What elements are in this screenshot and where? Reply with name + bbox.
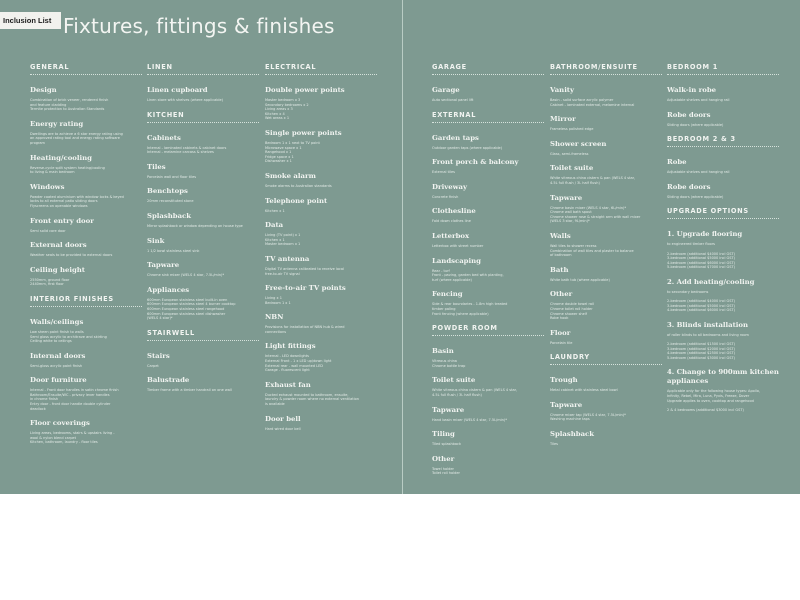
- inclusion-item-light-fittings: [265, 342, 377, 372]
- item-title: Energy rating: [30, 119, 84, 128]
- item-title: Tapware: [147, 261, 180, 270]
- item-description: Letterbox with street number: [432, 243, 484, 248]
- item-title: Garden taps: [432, 133, 479, 142]
- inclusion-item-letterbox: [432, 232, 544, 249]
- item-title: Smoke alarm: [265, 171, 316, 180]
- item-description: Tiled splashback: [432, 442, 461, 447]
- item-description: Tiles: [550, 442, 558, 447]
- inclusion-item-robe: [667, 158, 779, 175]
- section-heading-powder-room: POWDER ROOM: [432, 324, 544, 336]
- item-title: Fencing: [432, 290, 463, 299]
- inclusion-item-floor-coverings: [30, 419, 142, 445]
- inclusion-item-landscaping: [432, 257, 544, 283]
- item-description: Chrome sink mixer (WELS 4 star, 7.5L/min)*: [147, 273, 225, 278]
- item-description: Frameless polished edge: [550, 127, 594, 132]
- item-title: Robe doors: [667, 182, 711, 191]
- item-title: Front entry door: [30, 216, 94, 225]
- item-description: Sliding doors (where applicable): [667, 122, 724, 127]
- item-description: to secondary bedrooms 2-bedroom (additional $4000 incl GST) 3-bedroom (additional $5000 incl GST) 4-bedroom (additional $6000 incl GST): [667, 289, 735, 313]
- inclusion-item-door-furniture: [30, 376, 142, 411]
- inclusion-item-appliances: [147, 286, 259, 321]
- item-description: Semi-gloss acrylic paint finish: [30, 363, 83, 368]
- item-title: Stairs: [147, 351, 170, 360]
- item-description: Weather seals to be provided to external doors: [30, 253, 113, 258]
- section-heading-bedroom-2-3: BEDROOM 2 & 3: [667, 135, 779, 147]
- item-title: Garage: [432, 86, 460, 94]
- item-description: Hard wired door bell: [265, 426, 301, 431]
- item-title: Light fittings: [265, 342, 316, 351]
- item-title: Bath: [550, 265, 569, 274]
- section-heading-bathroom-ensuite: BATHROOM/ENSUITE: [550, 63, 662, 75]
- item-description: Timber frame with a timber handrail on one wall: [147, 388, 232, 393]
- item-title: Basin: [432, 347, 454, 356]
- item-description: Living x 1 Bedroom 1 x 1: [265, 296, 291, 305]
- inclusion-item-exhaust-fan: [265, 381, 377, 407]
- item-title: Vanity: [550, 86, 574, 94]
- inclusion-item-4-change-to-900mm-kitchen-appliances: [667, 368, 779, 412]
- inclusion-item-walk-in-robe: [667, 86, 779, 103]
- item-description: Reverse-cycle split system heating/cooling to living & main bedroom: [30, 165, 105, 175]
- item-description: White vitreous china cistern & pan (WELS 4 star, 4.5L full flush / 3L half flush): [550, 176, 636, 185]
- section-heading-upgrade-options: UPGRADE OPTIONS: [667, 207, 779, 219]
- section-heading-linen: LINEN: [147, 63, 259, 75]
- item-title: Other: [432, 454, 455, 463]
- inclusion-item-ceiling-height: [30, 266, 142, 287]
- inclusion-item-robe-doors: [667, 183, 779, 200]
- item-description: Applicable only for the following house types: Apollo, Infinity, Rebel, Mira, Luna, Pyxis, Freeze, Dover Upgrade applies to oven, cooktop and rangehood 2 & 4 bedrooms (additional $3000 incl GST): [667, 389, 761, 412]
- inclusion-item-floor: [550, 329, 662, 346]
- item-description: Powder coated aluminium with window locks & keyed locks to all external patio sliding doors Flyscreens on openable windows: [30, 194, 124, 208]
- inclusion-item-linen-cupboard: [147, 86, 259, 103]
- inclusion-item-2-add-heating-cooling: [667, 278, 779, 313]
- inclusion-item-tiling: [432, 430, 544, 447]
- item-title: External doors: [30, 241, 87, 250]
- item-title: Tapware: [550, 193, 583, 202]
- item-title: Walls: [550, 231, 571, 240]
- inclusion-item-nbn: [265, 313, 377, 334]
- item-description: External tiles: [432, 170, 455, 175]
- inclusion-item-trough: [550, 376, 662, 393]
- item-title: 3. Blinds installation: [667, 320, 749, 329]
- item-description: Sliding doors (where applicable): [667, 194, 724, 199]
- item-title: Data: [265, 221, 284, 230]
- inclusion-item-windows: [30, 183, 142, 209]
- item-description: Outdoor garden taps (where applicable): [432, 145, 503, 150]
- item-description: Chrome basin mixer (WELS 4 star, 6L/min)* Chrome wall bath spout Chrome shower rose & straight arm with wall mixer (WELS 3 star, 9L/min)*: [550, 205, 641, 224]
- item-description: Combination of brick veneer, rendered finish and feature cladding Termite protection to Australian Standards: [30, 98, 109, 112]
- inclusion-item-data: [265, 221, 377, 247]
- inclusion-item-walls: [550, 232, 662, 258]
- inclusion-item-tiles: [147, 163, 259, 180]
- inclusion-item-shower-screen: [550, 140, 662, 157]
- item-description: Internal - LED downlights External Front - 1 x LED up/down light External rear - wall mounted LED Garage - fluorescent light: [265, 354, 332, 373]
- inclusion-item-toilet-suite: [550, 164, 662, 185]
- item-title: Toilet suite: [550, 164, 594, 173]
- inclusion-item-tv-antenna: [265, 255, 377, 276]
- section-heading-laundry: LAUNDRY: [550, 353, 662, 365]
- column-general: [30, 63, 142, 453]
- inclusion-item-telephone-point: [265, 197, 377, 214]
- item-title: TV antenna: [265, 254, 310, 263]
- inclusion-item-splashback: [147, 212, 259, 229]
- inclusion-item-splashback: [550, 430, 662, 447]
- item-title: Front porch & balcony: [432, 158, 519, 167]
- item-title: 4. Change to 900mm kitchen appliances: [667, 368, 779, 386]
- inclusion-item-double-power-points: [265, 86, 377, 121]
- item-description: Low sheen paint finish to walls Semi gloss acrylic to architrave and skirting Ceiling white to ceilings: [30, 329, 107, 344]
- inclusion-item-heating-cooling: [30, 154, 142, 175]
- item-title: Appliances: [147, 285, 190, 294]
- item-title: Ceiling height: [30, 265, 85, 274]
- inclusion-item-design: [30, 86, 142, 112]
- item-title: Free-to-air TV points: [265, 284, 346, 293]
- inclusion-item-other: [550, 290, 662, 320]
- item-title: Sink: [147, 236, 165, 245]
- item-title: Toilet suite: [432, 376, 476, 385]
- item-title: Driveway: [432, 182, 468, 191]
- item-description: 20mm reconstituted stone: [147, 199, 194, 204]
- item-title: Walk-in robe: [667, 86, 717, 94]
- inclusion-item-1-upgrade-flooring: [667, 230, 779, 270]
- item-title: Linen cupboard: [147, 86, 208, 94]
- item-title: Tiling: [432, 430, 455, 439]
- item-title: Clothesline: [432, 207, 476, 216]
- item-description: Linen store with shelves (where applicable): [147, 98, 223, 102]
- inclusion-item-garage: [432, 86, 544, 103]
- column-electrical: [265, 63, 377, 439]
- inclusion-item-3-blinds-installation: [667, 321, 779, 361]
- item-title: Balustrade: [147, 376, 190, 385]
- item-title: Double power points: [265, 86, 345, 94]
- item-description: Carpet: [147, 363, 159, 368]
- section-heading-general: GENERAL: [30, 63, 142, 75]
- item-title: Splashback: [550, 430, 595, 439]
- item-description: Living areas, bedrooms, stairs & upstairs living - wool & nylon blend carpet Kitchen, bathroom, laundry - floor tiles: [30, 431, 115, 445]
- inclusion-item-energy-rating: [30, 120, 142, 146]
- item-title: Mirror: [550, 115, 576, 124]
- item-title: Exhaust fan: [265, 380, 311, 389]
- item-description: Mirror splashback or window depending on house type: [147, 223, 243, 228]
- section-heading-electrical: ELECTRICAL: [265, 63, 377, 75]
- inclusion-item-robe-doors: [667, 111, 779, 128]
- inclusion-item-toilet-suite: [432, 376, 544, 397]
- item-description: Wall tiles to shower recess Combination of wall tiles and plaster to balance of bathroom: [550, 243, 634, 258]
- inclusion-item-free-to-air-tv-points: [265, 284, 377, 305]
- item-description: Concrete finish: [432, 194, 459, 199]
- item-title: Robe: [667, 158, 687, 167]
- item-description: Adjustable shelves and hanging rail: [667, 170, 730, 175]
- inclusion-item-fencing: [432, 290, 544, 316]
- item-title: Letterbox: [432, 231, 470, 240]
- item-description: Porcelain wall and floor tiles: [147, 174, 197, 179]
- item-description: Ducted exhaust mounted to bathroom, ensuite, laundry & powder room where no external ventilation is available: [265, 392, 360, 407]
- section-heading-stairwell: STAIRWELL: [147, 329, 259, 341]
- inclusion-item-bath: [550, 266, 662, 283]
- inclusion-item-vanity: [550, 86, 662, 107]
- section-heading-external: EXTERNAL: [432, 111, 544, 123]
- item-description: Towel holder Toilet roll holder: [432, 466, 460, 476]
- item-title: 2. Add heating/cooling: [667, 277, 755, 286]
- item-description: Chrome double towel rail Chrome toilet roll holder Chrome shower shelf Robe hook: [550, 302, 595, 321]
- item-title: Windows: [30, 182, 65, 191]
- inclusion-item-clothesline: [432, 207, 544, 224]
- item-title: Single power points: [265, 128, 342, 137]
- section-heading-bedroom-1: BEDROOM 1: [667, 63, 779, 75]
- item-description: White vitreous china cistern & pan (WELS 4 star, 4.5L full flush / 3L half flush): [432, 388, 518, 397]
- column-linen-kitchen-stairwell: [147, 63, 259, 401]
- inclusion-item-tapware: [432, 406, 544, 423]
- item-description: of roller blinds to all bedrooms and living room 2-bedroom (additional $1500 incl GST) 3-bedroom (additional $2000 incl GST) 4-bedroom (additional $2500 incl GST) 5-bedroom (additional $3000 incl GST): [667, 332, 749, 360]
- item-description: Kitchen x 1: [265, 208, 285, 213]
- inclusion-item-internal-doors: [30, 352, 142, 369]
- item-description: Provisions for installation of NBN hub & wired connections: [265, 325, 345, 334]
- item-title: Door bell: [265, 414, 301, 423]
- item-title: Floor coverings: [30, 419, 90, 428]
- item-title: 1. Upgrade flooring: [667, 230, 743, 239]
- item-title: Floor: [550, 328, 571, 337]
- item-description: 600mm European stainless steel built-in oven 600mm European stainless steel 4 burner cooktop 600mm European stainless steel rangehood 600mm European stainless steel dishwasher (WELS 4 star)*: [147, 297, 236, 321]
- item-description: to engineered timber floors 2-bedroom (additional $4000 incl GST) 3-bedroom (additional $5000 incl GST) 4-bedroom (additional $6000 incl GST) 5-bedroom (additional $7000 incl GST): [667, 242, 735, 270]
- item-title: Design: [30, 86, 57, 94]
- inclusion-item-single-power-points: [265, 129, 377, 164]
- inclusion-item-tapware: [550, 194, 662, 224]
- inclusion-item-walls-ceilings: [30, 318, 142, 344]
- item-title: Trough: [550, 376, 578, 385]
- column-garage-external-powder: [432, 63, 544, 484]
- inclusion-item-smoke-alarm: [265, 172, 377, 189]
- item-description: Hand basin mixer (WELS 4 star, 7.5L/min)*: [432, 417, 507, 422]
- inclusion-item-cabinets: [147, 134, 259, 155]
- column-bathroom-laundry: [550, 63, 662, 455]
- inclusion-item-benchtops: [147, 187, 259, 204]
- item-title: Tiles: [147, 162, 166, 171]
- item-description: Side & rear boundaries - 1.8m high treated timber paling Front fencing (where applicable): [432, 302, 508, 316]
- item-title: Splashback: [147, 211, 192, 220]
- column-bedrooms-upgrades: [667, 63, 779, 420]
- item-description: Smoke alarms to Australian standards: [265, 183, 332, 188]
- inclusion-item-stairs: [147, 352, 259, 369]
- item-title: Telephone point: [265, 196, 328, 205]
- item-description: Fold down clothes line: [432, 219, 471, 224]
- section-heading-interior-finishes: INTERIOR FINISHES: [30, 295, 142, 307]
- inclusion-item-external-doors: [30, 241, 142, 258]
- section-heading-garage: GARAGE: [432, 63, 544, 75]
- item-description: Internal - Front door handles in satin chrome finish Bathroom/Ensuite/WC - privacy lever handles in chrome finish Entry door - front door handle double cylinder deadlock: [30, 388, 119, 411]
- inclusion-item-tapware: [147, 261, 259, 278]
- page-title: Fixtures, fittings & finishes: [63, 14, 335, 38]
- section-heading-kitchen: KITCHEN: [147, 111, 259, 123]
- item-description: Chrome mixer tap (WELS 4 star, 7.5L/min)* Washing machine taps: [550, 412, 626, 422]
- item-description: Digital TV antenna calibrated to receive local free-to-air TV signal: [265, 266, 345, 276]
- item-title: Other: [550, 290, 573, 299]
- item-description: Rear - turf Front - paving, garden bed with planting, turf (where applicable): [432, 268, 504, 282]
- inclusion-item-basin: [432, 347, 544, 368]
- item-description: Adjustable shelves and hanging rail: [667, 98, 730, 102]
- item-description: Living (TV point) x 1 Kitchen x 1 Master bedroom x 1: [265, 233, 301, 247]
- item-title: Landscaping: [432, 256, 481, 265]
- inclusion-item-sink: [147, 237, 259, 254]
- inclusion-item-front-porch-balcony: [432, 158, 544, 175]
- item-description: Vitreous china Chrome bottle trap: [432, 359, 466, 368]
- item-description: 2550mm, ground floor 2440mm, first floor: [30, 277, 70, 287]
- item-description: Metal cabinet with stainless steel bowl: [550, 388, 618, 393]
- item-description: Master bedroom x 3 Secondary bedrooms x 2 Living areas x 3 Kitchen x 4 Wet areas x 1: [265, 98, 309, 121]
- inclusion-item-other: [432, 455, 544, 476]
- item-title: Cabinets: [147, 133, 181, 142]
- item-description: Auto sectional panel lift: [432, 98, 474, 102]
- inclusion-item-garden-taps: [432, 134, 544, 151]
- page-fold-divider: [402, 0, 403, 494]
- item-description: Internal - laminated cabinets & cabinet doors Internal - melamine carcass & shelves: [147, 145, 227, 155]
- item-title: Walls/ceilings: [30, 317, 84, 326]
- item-title: Heating/cooling: [30, 153, 92, 162]
- inclusion-item-front-entry-door: [30, 217, 142, 234]
- item-description: Porcelain tile: [550, 340, 573, 345]
- item-description: Dwellings are to achieve a 6 star energy rating using an approved rating tool and energy rating software program: [30, 131, 123, 145]
- inclusion-item-tapware: [550, 401, 662, 422]
- item-title: Door furniture: [30, 376, 87, 385]
- item-title: Tapware: [432, 405, 465, 414]
- inclusion-list-tab: Inclusion List: [0, 12, 61, 29]
- item-description: Basin - solid surface acrylic polymer Cabinet - laminated external, melamine internal: [550, 98, 635, 107]
- item-title: Shower screen: [550, 139, 607, 148]
- item-title: NBN: [265, 313, 284, 322]
- item-description: Semi solid core door: [30, 228, 66, 233]
- item-title: Benchtops: [147, 187, 188, 196]
- inclusion-item-mirror: [550, 115, 662, 132]
- item-description: 1 1/2 bowl stainless steel sink: [147, 248, 200, 253]
- item-title: Robe doors: [667, 110, 711, 119]
- item-title: Tapware: [550, 400, 583, 409]
- inclusion-item-balustrade: [147, 376, 259, 393]
- item-description: Bedroom 1 x 1 next to TV point Microwave space x 1 Rangehood x 1 Fridge space x 1 Dishwasher x 1: [265, 140, 320, 164]
- item-description: Glass, semi-frameless: [550, 151, 589, 156]
- inclusion-item-door-bell: [265, 415, 377, 432]
- item-description: White bath tub (where applicable): [550, 277, 610, 282]
- inclusion-item-driveway: [432, 183, 544, 200]
- item-title: Internal doors: [30, 351, 86, 360]
